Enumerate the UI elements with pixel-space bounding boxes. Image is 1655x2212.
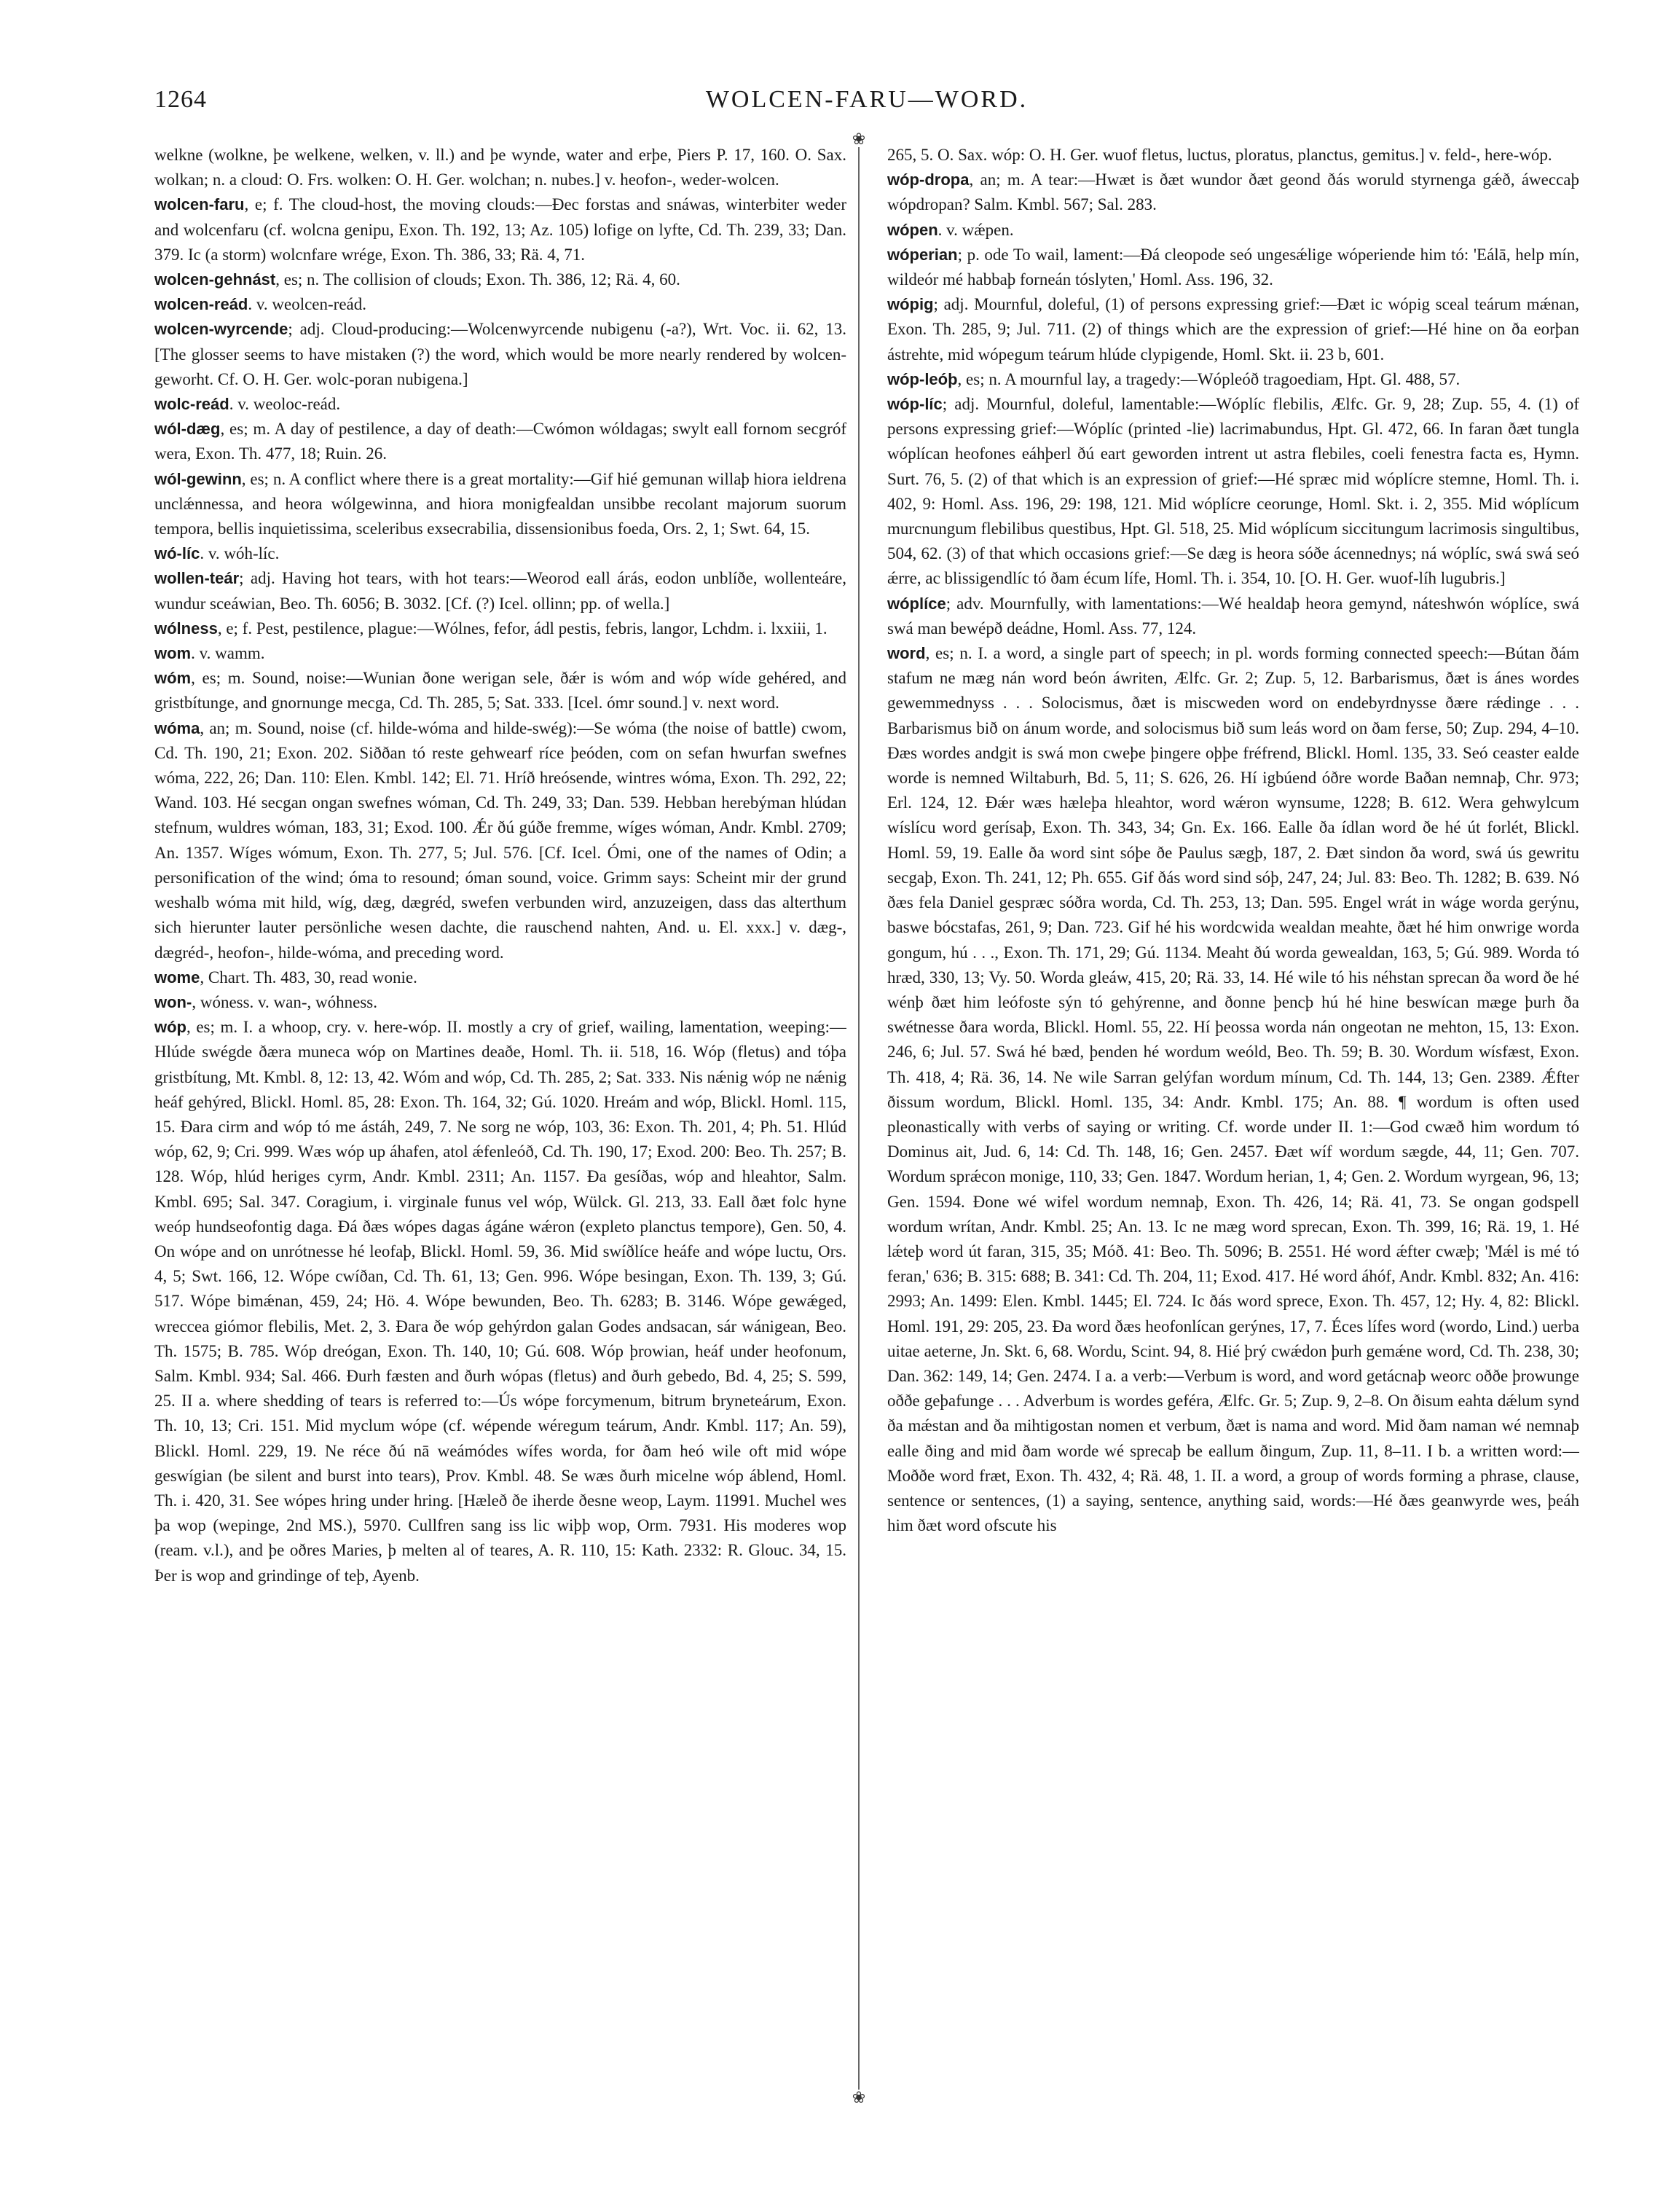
dictionary-entry [154,616,846,641]
fleuron-ornament-bottom: ❀ [852,2088,866,2106]
entry-text: . v. weolcen-reád. [248,295,366,314]
headword: wolcen-faru [154,195,245,214]
headword: wolcen-reád [154,295,248,314]
dictionary-entry [887,292,1579,367]
dictionary-entry [887,367,1579,392]
dictionary-entry [154,641,846,666]
fleuron-ornament-top: ❀ [852,130,866,148]
dictionary-entry [154,292,846,317]
entry-text: , es; m. I. a whoop, cry. v. here-wóp. II. mostly a cry of grief, wailing, lamentation, weeping:—Hlúde swégde ðæra muneca wóp on Martines deaðe, Homl. Th. ii. 518, 16. Wóp (fletus) and tóþa gristbítung, Mt. Kmbl. 8, 12: 13, 42. Wóm and wóp, Cd. Th. 285, 2; Sat. 333. Nis nǽnig wóp ne nǽnig heáf gehýred, Blickl. Homl. 85, 28: Exon. Th. 164, 32; Gú. 1020. Hreám and wóp, Blickl. Homl. 115, 15. Ðara cirm and wóp tó me ástáh, 249, 7. Ne sorg ne wóp, 103, 36: Exon. Th. 201, 4; Ph. 51. Hlúd wóp, 62, 9; Cri. 999. Wæs wóp up áhafen, atol ǽfenleóð, Cd. Th. 190, 17; Exod. 200: Beo. Th. 257; B. 128. Wóp, hlúd heriges cyrm, Andr. Kmbl. 2311; An. 1157. Ða gesíðas, wóp and hleahtor, Salm. Kmbl. 695; Sal. 347. Coragium, i. virginale funus vel wóp, Wülck. Gl. 213, 33. Eall ðæt folc hyne weóp hundseofontig daga. Ðá ðæs wópes dagas ágáne wǽron (expleto planctus tempore), Gen. 50, 4. On wópe and on unrótnesse hé leofaþ, Blickl. Homl. 59, 36. Mid swíðlíce heáfe and wópe luctu, Ors. 4, 5; Swt. 166, 12. Wópe cwíðan, Cd. Th. 61, 13; Gen. 996. Wópe besingan, Exon. Th. 139, 3; Gú. 517. Wópe bimǽnan, 459, 24; Hö. 4. Wópe bewunden, Beo. Th. 6283; B. 3146. Wópe gewǽged, wreccea giómor flebilis, Met. 2, 3. Ðara ðe wóp gehýrdon galan Godes andsacan, sár wánigean, Beo. Th. 1575; B. 785. Wóp dreógan, Exon. Th. 140, 10; Gú. 608. Wóp þrowian, heáf under heofonum, Salm. Kmbl. 934; Sal. 466. Ðurh fæsten and ðurh wópas (fletus) and ðurh gebedo, Bd. 4, 25; S. 599, 25. II a. where shedding of tears is referred to:—Ús wópe forcymenum, bitrum bryneteárum, Exon. Th. 10, 13; Cri. 151. Mid myclum wópe (cf. wépende wéregum teárum, Andr. Kmbl. 117; An. 59), Blickl. Homl. 229, 19. Ne réce ðú nā weámódes wífes worda, for ðam heó wile oft mid wópe geswígian (be silent and burst into tears), Prov. Kmbl. 48. Se wæs ðurh micelne wóp áblend, Homl. Th. i. 420, 31. See wópes hring under hring. [Hæleð ðe iherde ðesne weop, Laym. 11991. Muchel wes þa wop (wepinge, 2nd MS.), 5970. Cullfren sang iss lic wiþþ wop, Orm. 7931. His moderes wop (ream. v.l.), and þe oðres Maries, þ melten al of teares, A. R. 110, 15: Kath. 2332: R. Glouc. 34, 15. Þer is wop and grindinge of teþ, Ayenb. [154,1018,846,1585]
headword: wólness [154,619,218,638]
headword: wól-dæg [154,420,221,439]
headword: wópig [887,295,934,314]
dictionary-entry [154,392,846,417]
dictionary-entry [887,392,1579,592]
entry-text: , an; m. A tear:—Hwæt is ðæt wundor ðæt geond ðás woruld styrnenga gǽð, áweccaþ wópdropan? Salm. Kmbl. 567; Sal. 283. [887,170,1579,214]
dictionary-entry [154,566,846,616]
headword: wóplíce [887,594,946,613]
entry-text: . v. wamm. [191,644,265,663]
headword: wóp-dropa [887,170,970,189]
headword: wollen-teár [154,569,240,588]
entry-text: ; adj. Mournful, doleful, lamentable:—Wóplíc flebilis, Ælfc. Gr. 9, 28; Zup. 55, 4. (1) of persons expressing grief:—Wóplíc (printed -lie) lacrimabundus, Hpt. Gl. 472, 66. In faran ðæt tungla wóplícan heofones eáhþerl ðú eart geworden intrent ut astra flebiles, coeli fenestra facta es, Hymn. Surt. 76, 5. (2) of that which is an expression of grief:—Hé spræc mid wóplícre stemne, Homl. Th. i. 402, 9: Homl. Ass. 196, 29: 198, 121. Mid wóplícre ceorunge, Homl. Skt. i. 2, 355. Mid wóplícum murcnungum flebilibus questibus, Hpt. Gl. 518, 25. Mid wóplícum siccitungum lacrimosis singultibus, 504, 62. (3) of that which occasions grief:—Se dæg is heora sóðe ácennednys; ná wóplíc, swá swá seó ǽrre, ac blissigendlíc tó ðam écum lífe, Homl. Th. i. 354, 10. [O. H. Ger. wuof-líh lugubris.] [887,395,1579,588]
page-number: 1264 [154,86,207,113]
headword: wolcen-wyrcende [154,320,288,339]
page-header [154,86,1579,130]
entry-text: , es; m. A day of pestilence, a day of death:—Cwómon wóldagas; swylt eall fornom secgróf wera, Exon. Th. 477, 18; Ruin. 26. [154,420,846,463]
running-head: WOLCEN-FARU—WORD. [705,86,1029,113]
headword: wolcen-gehnást [154,270,276,289]
dictionary-entry [154,965,846,990]
headword: wome [154,968,200,987]
headword: wolc-reád [154,395,229,414]
headword: wóm [154,669,192,688]
headword: won- [154,992,192,1011]
entry-text: . v. wǽpen. [937,220,1014,239]
headword: wóp [154,1018,186,1037]
headword: wó-líc [154,544,200,563]
dictionary-entry [154,143,846,192]
entry-text: , es; m. Sound, noise:—Wunian ðone werigan sele, ðǽr is wóm and wóp wíde gehéred, and gristbítunge, and gnornunge mecga, Cd. Th. 285, 5; Sat. 333. [Icel. ómr sound.] v. next word. [154,669,846,713]
headword: wom [154,644,192,663]
dictionary-entry [154,417,846,466]
headword: wóp-leóþ [887,369,958,388]
dictionary-entry [154,666,846,715]
dictionary-entry [154,267,846,292]
left-column [154,143,846,2095]
dictionary-entry [887,641,1579,1538]
headword: wópen [887,220,938,239]
entry-text: , es; n. A conflict where there is a great mortality:—Gif hié gemunan willaþ hiora ieldrena unclǽnnessa, and heora wólgewinna, and hiora monigfealdan unsibbe recolant majorum suorum tempora, bellis inquietissima, sceleribus exsecrabilia, dissensionibus foeda, Ors. 2, 1; Swt. 64, 15. [154,469,846,538]
headword: wóma [154,718,200,737]
entry-text: welkne (wolkne, þe welkene, welken, v. ll.) and þe wynde, water and erþe, Piers P. 17, 160. O. Sax. wolkan; n. a cloud: O. Frs. wolken: O. H. Ger. wolchan; n. nubes.] v. heofon-, weder-wolcen. [154,146,846,189]
headword: wóp-líc [887,395,943,414]
entry-text: , es; n. A mournful lay, a tragedy:—Wópleóð tragoediam, Hpt. Gl. 488, 57. [957,369,1461,388]
headword: wóperian [887,245,958,264]
dictionary-entry [154,541,846,566]
entry-text: , wóness. v. wan-, wóhness. [192,992,378,1011]
dictionary-entry [154,467,846,542]
dictionary-entry [154,192,846,267]
entry-text: ; adv. Mournfully, with lamentations:—Wé healdaþ heora gemynd, náteshwón wóplíce, swá swá man bewépð deádne, Homl. Ass. 77, 124. [887,594,1579,638]
dictionary-entry [887,592,1579,641]
entry-text: ; adj. Mournful, doleful, (1) of persons expressing grief:—Ðæt ic wópig sceal teárum mǽnan, Exon. Th. 285, 9; Jul. 711. (2) of things which are the expression of grief:—Hé hine on ða eorþan ástrehte, mid wópegum teárum hlúde clypigende, Homl. Skt. ii. 23 b, 601. [887,295,1579,364]
dictionary-entry [887,143,1579,168]
right-column [887,143,1579,2095]
dictionary-entry [887,243,1579,292]
entry-text: , e; f. The cloud-host, the moving clouds:—Ðec forstas and snáwas, winterbiter weder and wolcenfaru (cf. wolcna genipu, Exon. Th. 192, 13; Az. 105) lofige on lyfte, Cd. Th. 239, 33; Dan. 379. Ic (a storm) wolcnfare wrége, Exon. Th. 386, 33; Rä. 4, 71. [154,195,846,264]
entry-text: ; adj. Cloud-producing:—Wolcenwyrcende nubigenu (-a?), Wrt. Voc. ii. 62, 13. [The glosser seems to have mistaken (?) the word, which would be more nearly rendered by wolcen-geworht. Cf. O. H. Ger. wolc-poran nubigena.] [154,320,846,388]
entry-text: , e; f. Pest, pestilence, plague:—Wólnes, fefor, ádl pestis, febris, langor, Lchdm. i. lxxiii, 1. [217,619,828,638]
entry-text: , Chart. Th. 483, 30, read wonie. [200,968,417,987]
dictionary-entry [154,1015,846,1588]
dictionary-entry [887,168,1579,217]
entry-text: , an; m. Sound, noise (cf. hilde-wóma and hilde-swég):—Se wóma (the noise of battle) cwom, Cd. Th. 190, 21; Exon. 202. Siððan tó reste gehwearf ríce þeóden, com on sefan hwurfan swefnes wóma, 222, 26; Dan. 110: Elen. Kmbl. 142; El. 71. Hríð hreósende, wintres wóma, Exon. Th. 292, 22; Wand. 103. Hé secgan ongan swefnes wóman, Cd. Th. 249, 33; Dan. 539. Hebban herebýman hlúdan stefnum, wuldres wóman, 183, 31; Exod. 100. Ǽr ðú gúðe fremme, wíges wóman, Andr. Kmbl. 2709; An. 1357. Wíges wómum, Exon. Th. 277, 5; Jul. 576. [Cf. Icel. Ómi, one of the names of Odin; a personification of the wind; óma to resound; óman sound, voice. Grimm says: Scheint mir der grund weshalb wóma mit hild, wíg, dæg, dægréd, swefen verbunden wird, anzuzeigen, dass das alterthum sich hierunter lauter persönliche wesen dachte, die rauschend nahten, And. u. El. xxx.] v. dæg-, dægréd-, heofon-, hilde-wóma, and preceding word. [154,718,846,962]
entry-text: . v. weoloc-reád. [229,395,341,414]
entry-text: ; p. ode To wail, lament:—Ðá cleopode seó ungesǽlige wóperiende him tó: 'Eálā, help mín, wildeór mé habbaþ forneán tóslyten,' Homl. Ass. 196, 32. [887,245,1579,289]
columns [154,143,1579,2095]
entry-text: 265, 5. O. Sax. wóp: O. H. Ger. wuof fletus, luctus, ploratus, planctus, gemitus.] v. feld-, here-wóp. [887,146,1552,164]
headword: word [887,644,926,663]
headword: wól-gewinn [154,469,242,488]
entry-text: , es; n. I. a word, a single part of speech; in pl. words forming connected speech:—Bútan ðám stafum ne mæg nán word beón áwriten, Ælfc. Gr. 2; Zup. 5, 12. Barbarismus, ðæt is ánes wordes gewemmednyss . . . Solocismus, ðæt is miscweden word on endebyrdnysse ðære rǽdinge . . . Barbarismus bið on ánum worde, and solocismus bið sum leás word on ðam ferse, 50; Zup. 294, 4–10. Ðæs wordes andgit is swá mon cweþe þingere oþþe fréfrend, Blickl. Homl. 135, 33. Seó ceaster ealde worde is nemned Wiltaburh, Bd. 5, 11; S. 626, 26. Hí igbúend óðre worde Baðan nemnaþ, Chr. 973; Erl. 124, 12. Ðǽr wæs hæleþa hleahtor, word wǽron wynsume, 1228; B. 612. Wera gehwylcum wíslícu word gerísaþ, Exon. Th. 343, 34; Gn. Ex. 166. Ealle ða ídlan word ðe hé út forlét, Blickl. Homl. 59, 19. Ealle ða word sint sóþe ðe Paulus sægþ, 187, 2. Ðæt sindon ða word, swá ús gewritu secgaþ, Exon. Th. 241, 12; Ph. 655. Gif ðás word sind sóþ, 247, 24; Jul. 83: Beo. Th. 1282; B. 639. Nó ðæs fela Daniel gespræc sóðra worda, Cd. Th. 253, 13; Dan. 595. Engel wrát in wáge worda gerýnu, baswe bócstafas, 261, 9; Dan. 723. Gif hé his wordcwida wealdan meahte, ðæt hé him onwrige worda gongum, hú . . ., Exon. Th. 171, 29; Gú. 1134. Meaht ðú worda gewealdan, 163, 5; Gú. 989. Worda tó hræd, 330, 13; Vy. 50. Worda gleáw, 415, 20; Rä. 33, 14. Hé wile tó his néhstan sprecan ða word ðe hé wénþ ðæt him leófoste sýn tó gehýrenne, and ðonne þencþ hú hé hine beswícan mæge þurh ða swétnesse ðara worda, Blickl. Homl. 55, 22. Hí þeossa worda nán ongeotan ne mehton, 15, 13: Exon. 246, 6; Jul. 57. Swá hé bæd, þenden hé wordum weóld, Beo. Th. 59; B. 30. Wordum wísfæst, Exon. Th. 418, 4; Rä. 36, 14. Ne wile Sarran gelýfan wordum mínum, Cd. Th. 144, 13; Gen. 2389. Ǽfter ðissum wordum, Blickl. Homl. 135, 34: Andr. Kmbl. 175; An. 88. ¶ wordum is often used pleonastically with verbs of saying or writing. Cf. worde under II. 1:—God cwæð him wordum tó Dominus ait, Jud. 6, 14: Cd. Th. 148, 16; Gen. 2457. Ðæt wíf wordum sægde, 44, 11; Gen. 707. Wordum sprǽcon monige, 110, 33; Gen. 1847. Wordum herian, 1, 4; Gen. 2. Wordum wyrgean, 96, 13; Gen. 1594. Ðone wé wifel wordum nemnaþ, Exon. Th. 426, 14; Rä. 41, 73. Se ongan godspell wordum wrítan, Andr. Kmbl. 25; An. 13. Ic ne mæg word sprecan, Exon. Th. 399, 16; Rä. 19, 1. Hé lǽteþ word út faran, 315, 35; Móð. 41: Beo. Th. 5096; B. 2551. Hé word ǽfter cwæþ; 'Mǽl is mé tó feran,' 636; B. 315: 688; B. 341: Cd. Th. 204, 11; Exod. 417. Hé word áhóf, Andr. Kmbl. 832; An. 416: 2993; An. 1499: Elen. Kmbl. 1445; El. 724. Ic ðás word sprece, Exon. Th. 457, 12; Hy. 4, 82: Blickl. Homl. 191, 29: 205, 23. Ða word ðæs heofonlícan gerýnes, 17, 7. Éces lífes word (wordo, Lind.) uerba uitae aeterne, Jn. Skt. 6, 68. Wordu, Scint. 94, 8. Hié þrý cwǽdon þurh gemǽne word, Cd. Th. 238, 30; Dan. 362: 149, 14; Gen. 2474. I a. a verb:—Verbum is word, and word getácnaþ weorc oððe þrowunge oððe geþafunge . . . Adverbum is wordes geféra, Ælfc. Gr. 5; Zup. 9, 2–8. On ðisum eahta dǽlum synd ða mǽstan and ða mihtigostan nomen et verbum, ðæt is nama and word. Mid ðam naman wé nemnaþ ealle ðing and mid ðam worde wé sprecaþ be eallum ðingum, Zup. 11, 8–11. I b. a written word:—Moððe word fræt, Exon. Th. 432, 4; Rä. 48, 1. II. a word, a group of words forming a phrase, clause, sentence or sentences, (1) a saying, sentence, anything said, words:—Hé ðæs geanwyrde wes, þeáh him ðæt word ofscute his [887,644,1579,1535]
dictionary-entry [887,218,1579,243]
dictionary-entry [154,716,846,965]
entry-text: . v. wóh-líc. [200,544,280,563]
entry-text: ; adj. Having hot tears, with hot tears:—Weorod eall árás, eodon unblíðe, wollenteáre, wundur sceáwian, Beo. Th. 6056; B. 3032. [Cf. (?) Icel. ollinn; pp. of wella.] [154,569,846,613]
entry-text: , es; n. The collision of clouds; Exon. Th. 386, 12; Rä. 4, 60. [275,270,680,289]
dictionary-entry [154,317,846,392]
dictionary-entry [154,990,846,1015]
